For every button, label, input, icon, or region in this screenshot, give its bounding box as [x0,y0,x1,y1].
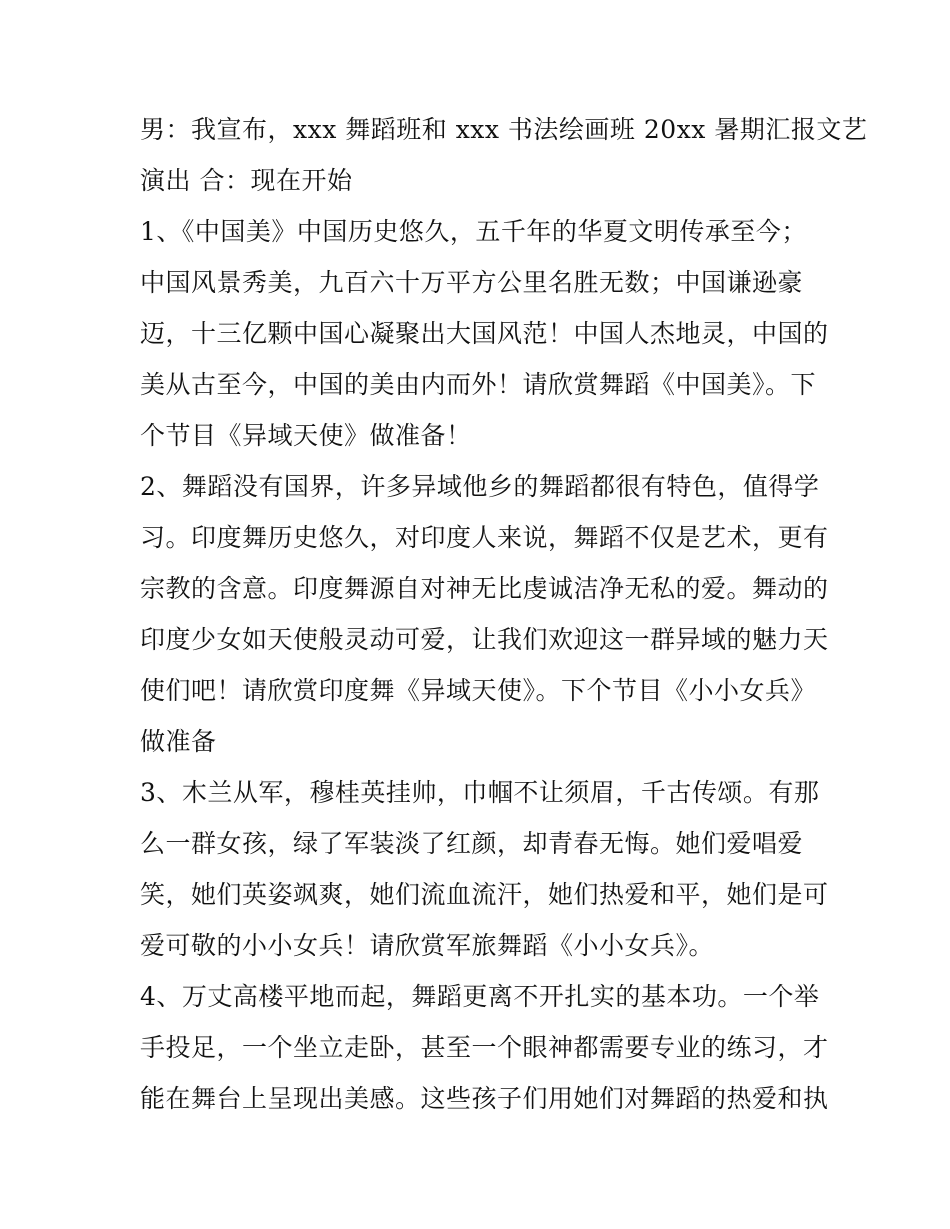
text-line-18: 4、万丈高楼平地而起，舞蹈更离不开扎实的基本功。一个举 [140,982,820,1011]
text-line-8: 2、舞蹈没有国界，许多异域他乡的舞蹈都很有特色，值得学 [140,472,820,501]
text-line-9: 习。印度舞历史悠久，对印度人来说，舞蹈不仅是艺术，更有 [140,523,829,552]
text-line-13: 做准备 [140,727,217,756]
text-line-10: 宗教的含意。印度舞源自对神无比虔诚洁净无私的爱。舞动的 [140,574,829,603]
text-line-16: 笑，她们英姿飒爽，她们流血流汗，她们热爱和平，她们是可 [140,880,829,909]
text-line-14: 3、木兰从军，穆桂英挂帅，巾帼不让须眉，千古传颂。有那 [140,778,820,807]
text-line-7: 个节目《异域天使》做准备！ [140,421,472,450]
text-line-15: 么一群女孩，绿了军装淡了红颜，却青春无悔。她们爱唱爱 [140,829,804,858]
text-line-6: 美从古至今，中国的美由内而外！请欣赏舞蹈《中国美》。下 [140,370,817,399]
text-line-12: 使们吧！请欣赏印度舞《异域天使》。下个节目《小小女兵》 [140,676,817,705]
text-line-1: 男：我宣布，xxx 舞蹈班和 xxx 书法绘画班 20xx 暑期汇报文艺 [140,115,868,144]
text-line-2: 演出 合：现在开始 [140,166,353,195]
text-line-3: 1、《中国美》中国历史悠久，五千年的华夏文明传承至今； [140,217,807,246]
text-line-19: 手投足，一个坐立走卧，甚至一个眼神都需要专业的练习，才 [140,1033,829,1062]
text-line-4: 中国风景秀美，九百六十万平方公里名胜无数；中国谦逊豪 [140,268,804,297]
text-line-5: 迈，十三亿颗中国心凝聚出大国风范！中国人杰地灵，中国的 [140,319,829,348]
text-line-11: 印度少女如天使般灵动可爱，让我们欢迎这一群异域的魅力天 [140,625,829,654]
document-body [140,104,868,1124]
text-line-17: 爱可敬的小小女兵！请欣赏军旅舞蹈《小小女兵》。 [140,931,715,960]
text-line-20: 能在舞台上呈现出美感。这些孩子们用她们对舞蹈的热爱和执 [140,1084,829,1113]
